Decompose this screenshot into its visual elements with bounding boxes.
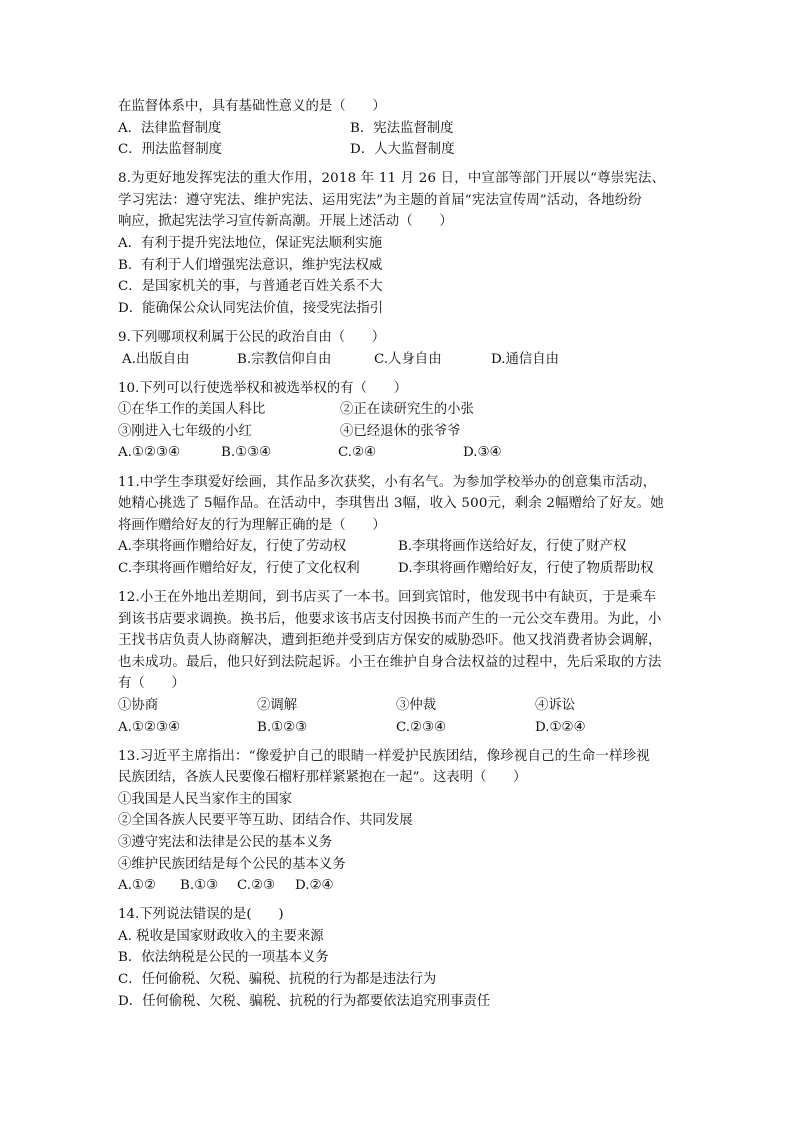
question-stem-line: 12.小王在外地出差期间，到书店买了一本书。回到宾馆时，他发现书中有缺页，于是乘车 xyxy=(118,589,657,605)
option-b: B.①③④ xyxy=(221,445,272,461)
question-stem-line: 学习宪法：遵守宪法、维护宪法、运用宪法”为主题的首届“宪法宣传周”活动，各地纷纷 xyxy=(118,192,642,208)
question-stem-line: 13.习近平主席指出：“像爱护自己的眼睛一样爱护民族团结，像珍视自己的生命一样珍视 xyxy=(118,748,650,764)
statement-3: ③刚进入七年级的小红 xyxy=(118,423,252,439)
option-c: C.②④ xyxy=(338,445,377,461)
question-stem-line: 将画作赠给好友的行为理解正确的是（ ） xyxy=(118,517,386,533)
option-a: A．有利于提升宪法地位，保证宪法顺利实施 xyxy=(118,236,383,252)
question-10 xyxy=(118,378,688,464)
question-stem: 14.下列说法错误的是( ) xyxy=(118,907,284,923)
option-b: B.宗教信仰自由 xyxy=(237,351,332,367)
exam-page xyxy=(118,96,688,1020)
question-stem-line: 民族团结，各族人民要像石榴籽那样紧紧抱在一起”。这表明（ ） xyxy=(118,770,527,786)
option-d: D．任何偷税、欠税、骗税、抗税的行为都要依法追究刑事责任 xyxy=(118,993,491,1009)
option-b: B.①③ xyxy=(180,878,219,894)
option-b: B.李琪将画作送给好友，行使了财产权 xyxy=(398,539,627,555)
option-b: B．依法纳税是公民的一项基本义务 xyxy=(118,950,329,966)
option-a: A．法律监督制度 xyxy=(118,120,222,136)
options-row xyxy=(118,558,688,580)
options-row xyxy=(118,442,688,464)
question-stem-line: 也未成功。最后，他只好到法院起诉。小王在维护自身合法权益的过程中，先后采取的方法 xyxy=(118,654,662,670)
option-c: C．是国家机关的事，与普通老百姓关系不大 xyxy=(118,279,383,295)
options-row xyxy=(118,349,688,371)
option-a: A.①② xyxy=(118,878,156,894)
question-13 xyxy=(118,746,688,897)
question-stem: 10.下列可以行使选举权和被选举权的有（ ） xyxy=(118,380,408,396)
question-stem-line: 她精心挑选了 5幅作品。在活动中，李琪售出 3幅，收入 500元，剩余 2幅赠给了好友。她 xyxy=(118,496,664,512)
option-a: A. 税收是国家财政收入的主要来源 xyxy=(118,928,324,944)
option-a: A.出版自由 xyxy=(122,351,190,367)
question-stem-line: 王找书店负责人协商解决，遭到拒绝并受到店方保安的威胁恐吓。他又找消费者协会调解， xyxy=(118,633,662,649)
option-c: C．刑法监督制度 xyxy=(118,142,222,158)
question-stem-line: 11.中学生李琪爱好绘画，其作品多次获奖，小有名气。为参加学校举办的创意集市活动， xyxy=(118,474,657,490)
question-9 xyxy=(118,327,688,370)
question-stem-line: 8.为更好地发挥宪法的重大作用，2018 年 11 月 26 日，中宣部等部门开展以“尊崇宪法、 xyxy=(118,171,666,187)
option-d: D.①②④ xyxy=(535,719,586,735)
question-stem-line: 有（ ） xyxy=(118,676,185,692)
options-row xyxy=(118,717,688,739)
question-stem-line: 到该书店要求调换。换书后，他要求该书店支付因换书而产生的一元公交车费用。为此，小 xyxy=(118,611,662,627)
statement-1: ①在华工作的美国人科比 xyxy=(118,402,266,418)
option-c: C.②③④ xyxy=(396,719,447,735)
statement-2: ②全国各族人民要平等互助、团结合作、共同发展 xyxy=(118,813,413,829)
question-stem: 9.下列哪项权利属于公民的政治自由（ ） xyxy=(118,329,386,345)
statement-3: ③遵守宪法和法律是公民的基本义务 xyxy=(118,835,333,850)
option-a: A.李琪将画作赠给好友，行使了劳动权 xyxy=(118,539,347,555)
question-12 xyxy=(118,587,688,738)
statement-4: ④诉讼 xyxy=(535,697,576,713)
option-d: D．人大监督制度 xyxy=(350,142,455,158)
option-c: C.李琪将画作赠给好友，行使了文化权利 xyxy=(118,560,360,576)
question-stem: 在监督体系中，具有基础性意义的是（ ） xyxy=(118,99,386,114)
option-b: B．宪法监督制度 xyxy=(350,120,454,136)
items-row xyxy=(118,421,688,443)
options-row xyxy=(118,118,688,140)
question-14 xyxy=(118,904,688,1012)
option-d: D.③④ xyxy=(463,445,502,461)
statement-2: ②调解 xyxy=(257,697,298,713)
option-a: A.①②③④ xyxy=(118,445,180,461)
statement-1: ①我国是人民当家作主的国家 xyxy=(118,791,293,807)
options-row xyxy=(118,139,688,161)
option-a: A.①②③④ xyxy=(118,719,180,735)
statement-1: ①协商 xyxy=(118,697,159,713)
options-row xyxy=(118,536,688,558)
items-row xyxy=(118,399,688,421)
option-d: D.通信自由 xyxy=(491,351,560,367)
option-b: B．有利于人们增强宪法意识，维护宪法权威 xyxy=(118,257,383,273)
option-c: C．任何偷税、欠税、骗税、抗税的行为都是违法行为 xyxy=(118,972,437,988)
option-c: C.②③ xyxy=(237,878,276,894)
option-d: D．能确保公众认同宪法价值，接受宪法指引 xyxy=(118,300,384,316)
items-row xyxy=(118,695,688,717)
statement-4: ④已经退休的张爷爷 xyxy=(340,423,461,439)
option-d: D.②④ xyxy=(295,878,334,894)
question-8 xyxy=(118,168,688,319)
option-c: C.人身自由 xyxy=(374,351,442,367)
question-stem-line: 响应，掀起宪法学习宣传新高潮。开展上述活动（ ） xyxy=(118,214,453,230)
option-b: B.①②③ xyxy=(257,719,308,735)
question-11 xyxy=(118,472,688,580)
statement-3: ③仲裁 xyxy=(396,697,437,713)
question-7 xyxy=(118,96,688,161)
options-row xyxy=(118,875,688,897)
option-d: D.李琪将画作赠给好友，行使了物质帮助权 xyxy=(398,560,654,576)
statement-4: ④维护民族团结是每个公民的基本义务 xyxy=(118,856,346,872)
statement-2: ②正在读研究生的小张 xyxy=(340,402,474,418)
